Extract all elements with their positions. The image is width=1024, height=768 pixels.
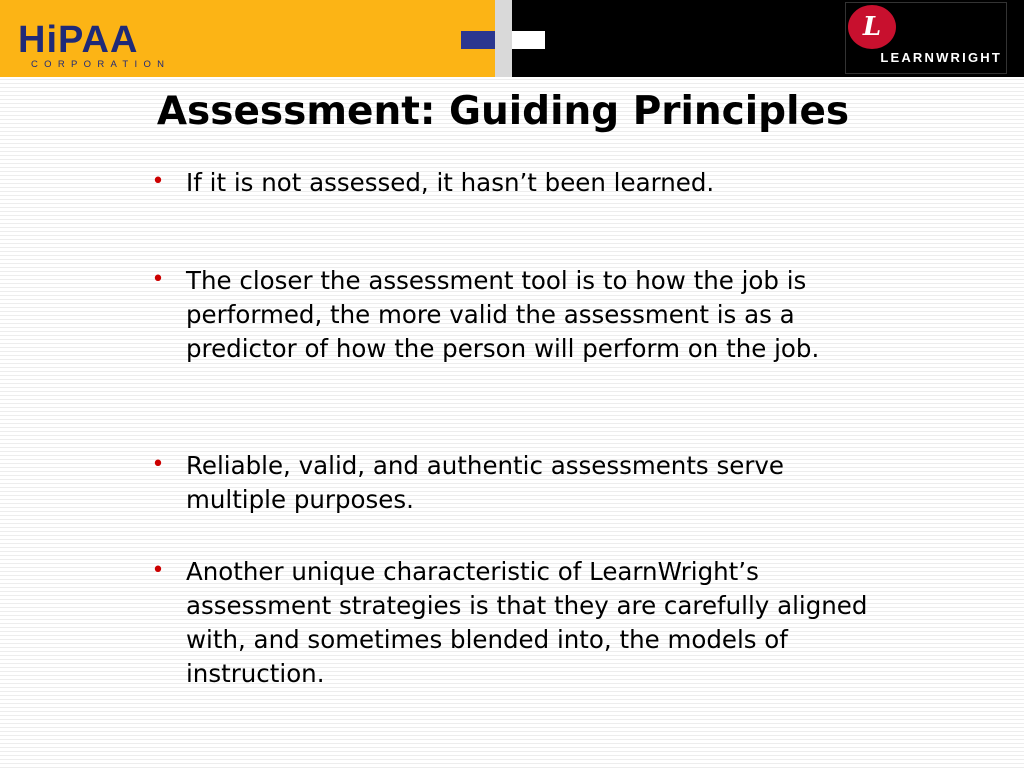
- slide-title: Assessment: Guiding Principles: [156, 89, 850, 134]
- bullet-text: Reliable, valid, and authentic assessments serve multiple purposes.: [186, 451, 784, 514]
- bullet-item: [151, 264, 876, 366]
- bullet-text: The closer the assessment tool is to how the job is performed, the more valid the assessment is as a predictor of how the person will perform on the job.: [186, 266, 820, 363]
- learnwright-logo-mark: L: [848, 5, 896, 49]
- hipaa-logo-word: HiPAA: [18, 19, 139, 61]
- bullet-item: [151, 166, 846, 200]
- hipaa-logo-subtitle: CORPORATION: [31, 59, 171, 70]
- bullet-text: If it is not assessed, it hasn’t been learned.: [186, 168, 715, 197]
- bullet-point-icon: •: [151, 169, 165, 194]
- bullet-point-icon: •: [151, 452, 165, 477]
- bullet-point-icon: •: [151, 558, 165, 583]
- bullet-item: [151, 555, 876, 691]
- bullet-text: Another unique characteristic of LearnWright’s assessment strategies is that they are carefully aligned with, and sometimes blended into, the models of instruction.: [186, 557, 868, 688]
- learnwright-logo-word: LEARNWRIGHT: [880, 50, 1002, 65]
- bullet-item: [151, 449, 826, 517]
- bullet-point-icon: •: [151, 267, 165, 292]
